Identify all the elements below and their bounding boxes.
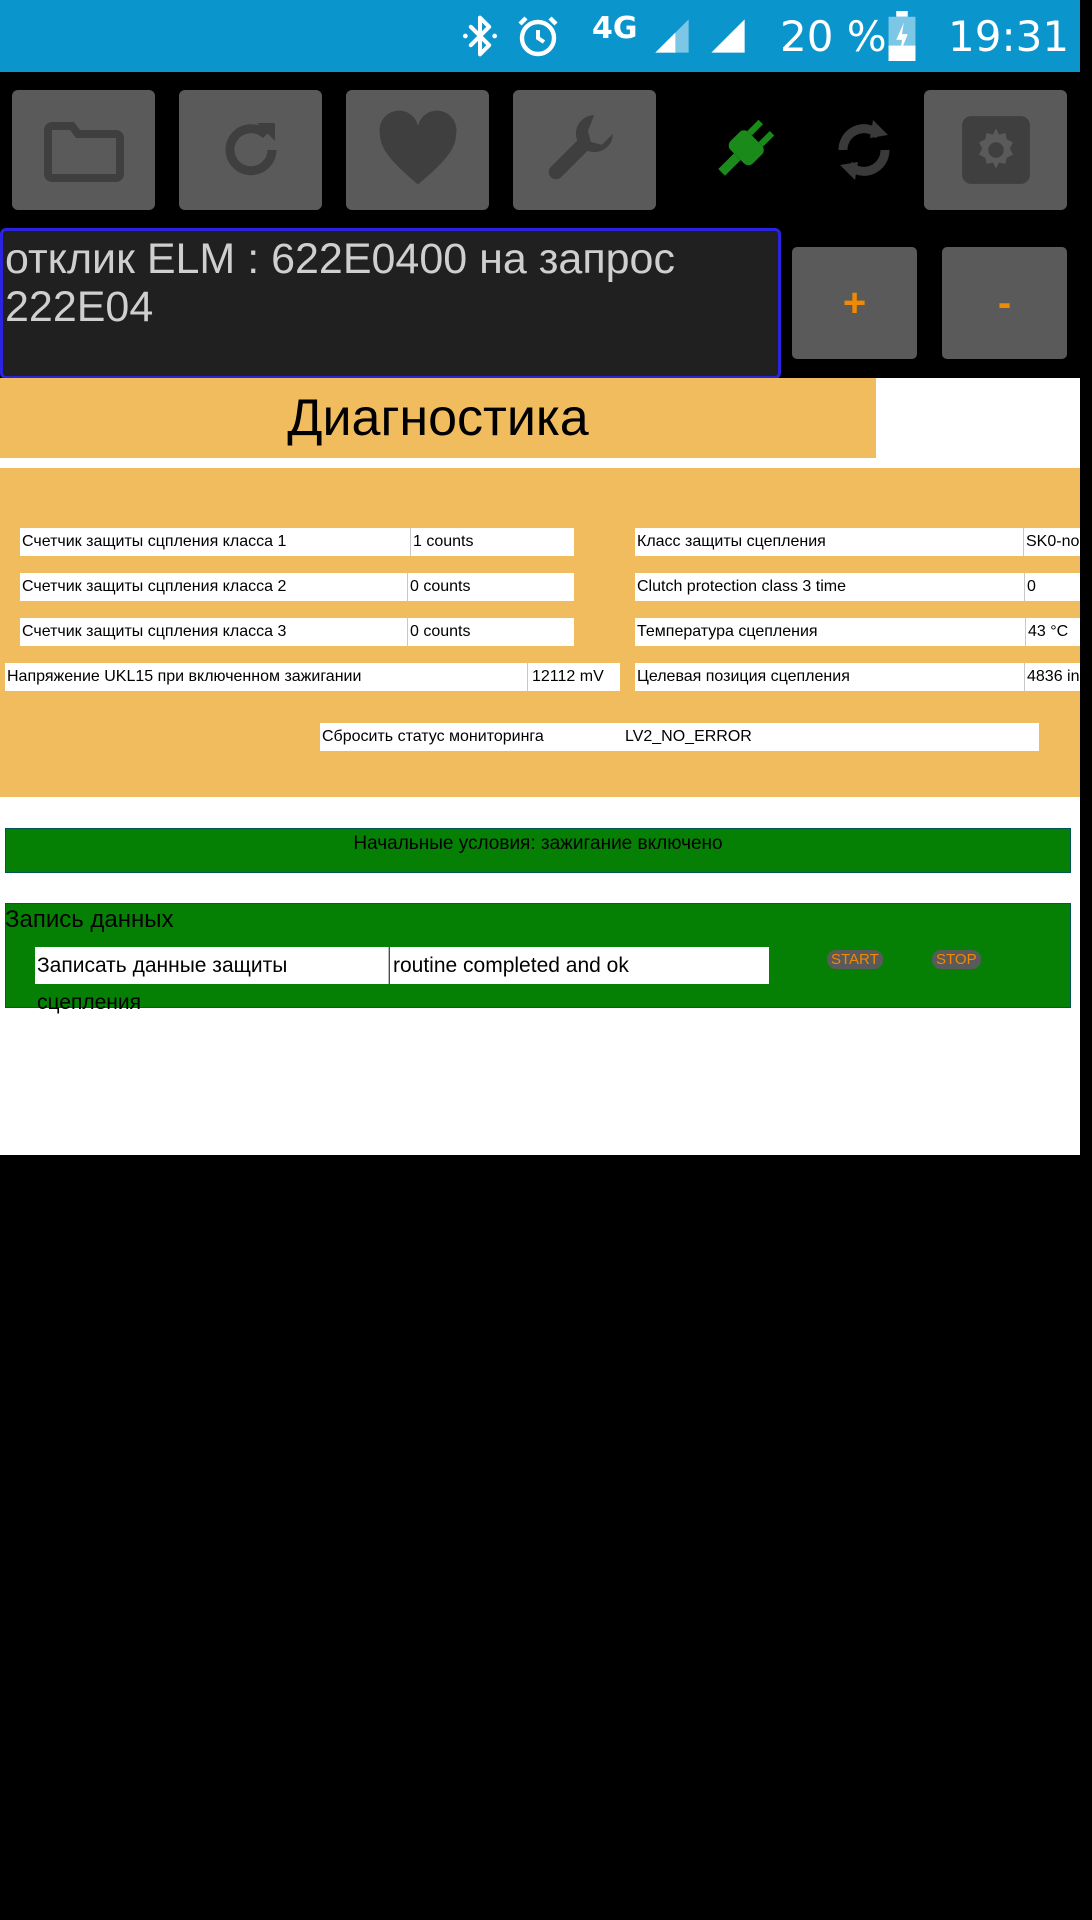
settings-button[interactable] (924, 90, 1067, 210)
open-folder-button[interactable] (12, 90, 155, 210)
param-value: 12112 mV (528, 663, 620, 691)
toolbar (0, 72, 1080, 222)
sync-icon (828, 108, 900, 192)
param-label: Счетчик защиты сцпления класса 3 (20, 618, 408, 646)
elm-response-field[interactable] (0, 228, 781, 379)
favorites-button[interactable] (346, 90, 489, 210)
param-value: 0 (1025, 573, 1080, 601)
reset-monitoring-label: Сбросить статус мониторинга (322, 728, 544, 745)
decrease-button[interactable]: - (942, 247, 1067, 359)
recording-status: routine completed and ok (390, 947, 769, 984)
recording-title: Запись данных (5, 906, 174, 933)
status-bar (0, 0, 1080, 72)
heart-icon (376, 112, 460, 188)
reset-monitoring-value: LV2_NO_ERROR (625, 728, 752, 745)
sync-button[interactable] (792, 90, 935, 210)
alarm-icon (514, 0, 562, 72)
param-value: 0 counts (408, 573, 574, 601)
param-label: Целевая позиция сцепления (635, 663, 1025, 691)
reset-monitoring-row[interactable] (320, 723, 1039, 751)
param-value: 0 counts (408, 618, 574, 646)
response-line-2: 222E04 (5, 283, 154, 331)
network-type: 4G (592, 10, 638, 46)
initial-conditions-bar: Начальные условия: зажигание включено (5, 828, 1071, 873)
param-value: 43 °C (1026, 618, 1080, 646)
gear-icon (959, 113, 1033, 187)
refresh-icon (215, 114, 287, 186)
param-label: Счетчик защиты сцпления класса 1 (20, 528, 411, 556)
battery-charging-icon (888, 0, 916, 72)
page-title: Диагностика (0, 378, 876, 458)
param-value: 1 counts (411, 528, 574, 556)
param-label: Счетчик защиты сцпления класса 2 (20, 573, 408, 601)
recording-label: Записать данные защиты сцепления (35, 947, 389, 984)
battery-percent: 20 % (780, 11, 887, 61)
start-button[interactable]: START (827, 950, 883, 969)
clock: 19:31 (948, 11, 1070, 61)
signal-icon (708, 0, 748, 72)
refresh-button[interactable] (179, 90, 322, 210)
stop-button[interactable]: STOP (932, 950, 981, 969)
param-value: SK0-no c (1024, 528, 1080, 556)
wrench-icon (541, 106, 629, 194)
response-line-1: отклик ELM : 622E0400 на запрос (5, 235, 675, 283)
plug-icon (706, 112, 782, 188)
param-label: Температура сцепления (635, 618, 1026, 646)
bluetooth-icon (458, 0, 502, 72)
increase-button[interactable]: + (792, 247, 917, 359)
param-value: 4836 inc (1025, 663, 1080, 691)
signal-icon (652, 0, 692, 72)
tools-button[interactable] (513, 90, 656, 210)
param-label: Класс защиты сцепления (635, 528, 1024, 556)
folder-icon (44, 118, 124, 182)
param-label: Clutch protection class 3 time (635, 573, 1025, 601)
param-label: Напряжение UKL15 при включенном зажигании (5, 663, 528, 691)
